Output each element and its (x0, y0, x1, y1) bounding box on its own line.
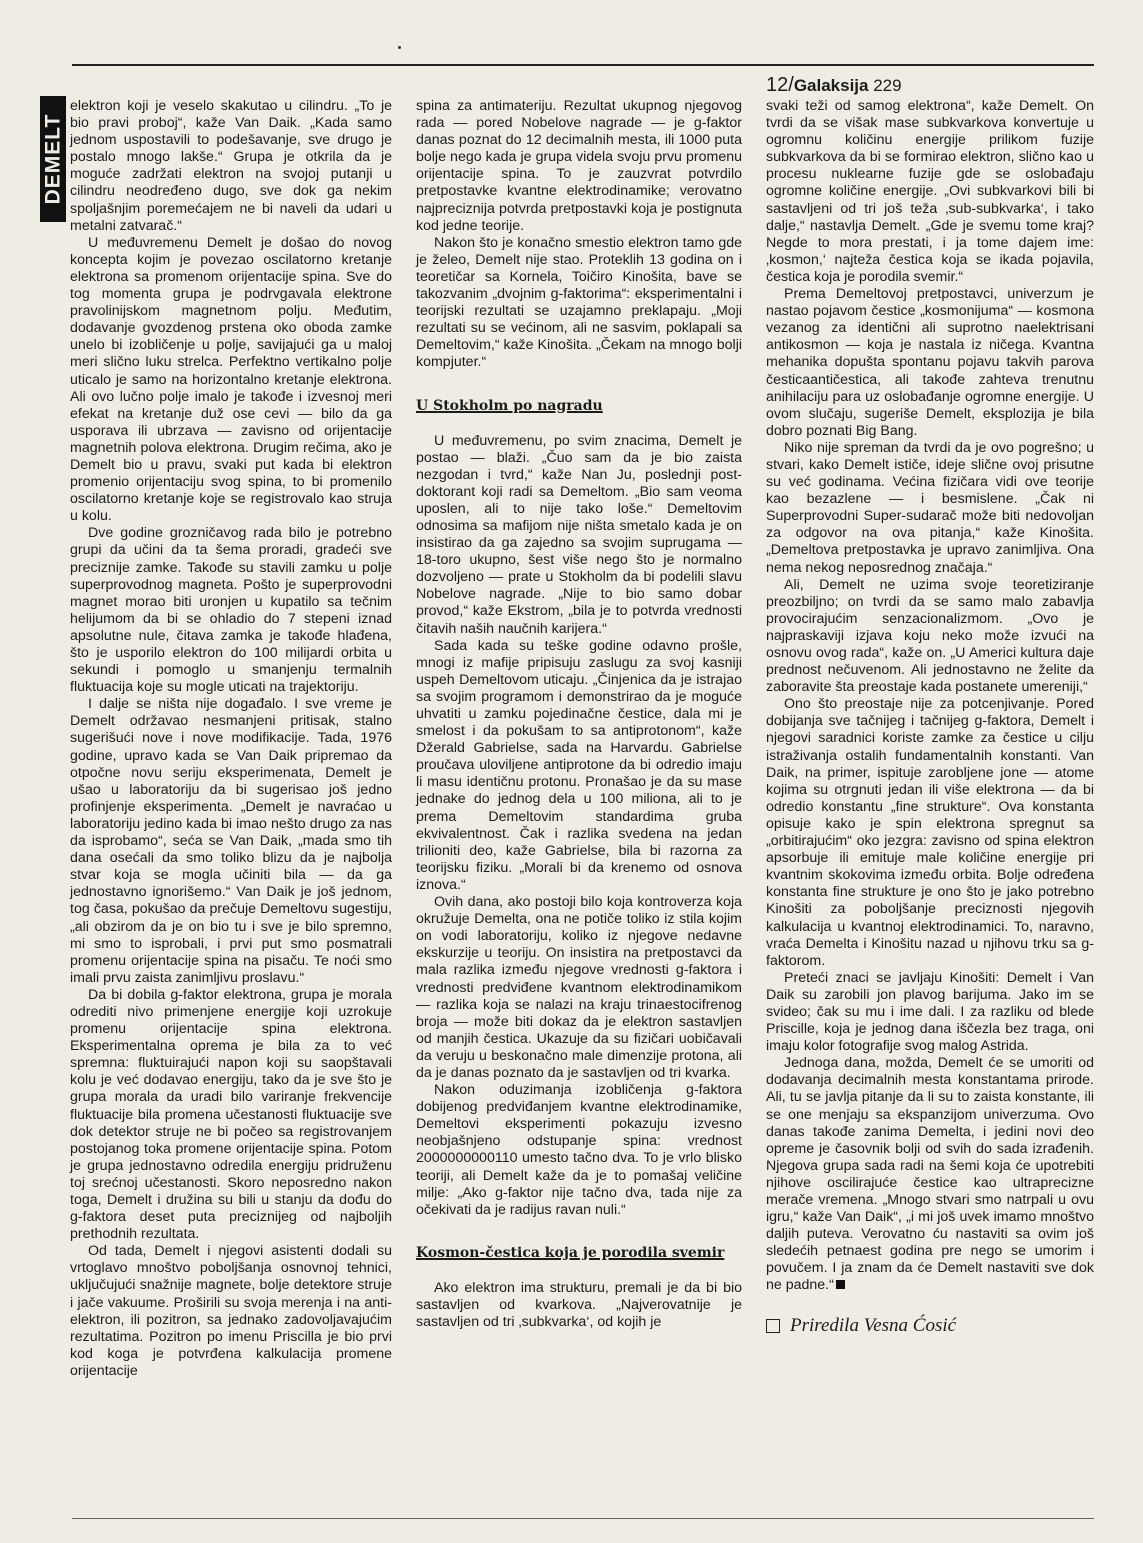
paragraph: Ako elektron ima strukturu, premali je da bi bio sastavljen od kvarkova. „Najverovatnije je sastavljen od tri ‚subkvarka‘, od kojih je (416, 1279, 742, 1330)
paragraph-text: Jednoga dana, možda, Demelt će se umoriti od dodavanja decimalnih mesta konstantama prirode. Ali, tu se javlja pitanje da li su to zaista konstante, ili se one menjaju sa ekspanzijom univerzuma. Ovo danas takođe zanima Demelta, i jedini novi deo opreme je časovnik bolji od svih do sada izrađenih. Njegova grupa sada radi na šemi koja će upotrebiti njihove oscilirajuće čestice kao ultraprecizne merače vremena. „Mnogo stvari smo natrpali u ovu igru,“ kaže Van Daik“, „i mi još uvek imamo mnoštvo daljih puteva. Verovatno ću nastaviti sa ovim još sledećih petnaest godina pre nego se umorim i povučem. I ja znam da će Demelt nastaviti sve dok ne padne.“ (766, 1055, 1094, 1294)
end-of-article-mark (836, 1280, 845, 1289)
paragraph-last (766, 1055, 1094, 1294)
section-heading: U Stokholm po nagradu (416, 397, 603, 414)
paragraph: U međuvremenu, po svim znacima, Demelt je postao — blaži. „Čuo sam da je bio zaista nezgodan i tvrd,“ kaže Nan Ju, poslednji post-doktorant koji radi sa Demeltom. „Bio sam veoma uposlen, ali to nije tako loše.“ Demeltovim odnosima sa mafijom nije ništa smetalo kada je on insistirao da ga zajedno sa svojim suprugama — 18-toro ukupno, šest više nego što je normalno dozvoljeno — prate u Stokholm da bi podelili slavu Nobelove nagrade. „Nije to bio samo dobar provod,“ kaže Ekstrom, „bila je to potvrda vrednosti čitavih naših naučnih karijera.“ (416, 432, 742, 637)
paragraph: Da bi dobila g-faktor elektrona, grupa je morala odrediti nivo primenjene energije koji uzrokuje promenu orijentacije spina elektrona. Eksperimentalna oprema je bila za to već spremna: fluktuirajući napon koji su saopštavali kolu je već dodavao energiju, tako da je sve što je grupa morala da uradi bilo variranje frekvencije fluktuacije bila promena učestanosti fluktuacije sve dok detektor struje ne bi počeo sa registrovanjem postojanog toka promene orijentacije spina. Potom je grupa jednostavno odredila energiju pridruženu toj srećnoj učestanosti. Skoro neposredno nakon toga, Demelt i družina su bili u stanju da dođu do g-faktora deset puta preciznijeg od najboljih prethodnih rezultata. (70, 986, 392, 1243)
page-header (766, 74, 1096, 97)
paragraph: Ali, Demelt ne uzima svoje teoretiziranje preozbiljno; on tvrdi da se samo malo zabavlja provocirajućim senzacionalizmom. „Ovo je najpraskaviji izjava koju neko može izvući na osnovu ovog rada“, kaže on. „U Americi kultura daje prednost nečuvenom. Ali jednostavno ne želite da zaboravite šta preostaje kada postanete umereniji,“ (766, 576, 1094, 696)
column-2 (416, 98, 742, 1331)
top-rule (72, 64, 1094, 66)
paragraph: Nakon oduzimanja izobličenja g-faktora dobijenog predviđanjem kvantne elektrodinamike, Demeltovi eksperimenti pokazuju izvesno neobjašnjeno odstupanje spina: vrednost 2000000000110 umesto tačno dva. To je vrlo blisko teoriji, ali Demelt kaže da je to pomašaj veličine milje: „Ako g-faktor nije tačno dva, tada nije za očekivati da je radijus ravan nuli.“ (416, 1082, 742, 1218)
paragraph: U međuvremenu Demelt je došao do novog koncepta kojim je povezao oscilatorno kretanje elektrona sa promenom orijentacije spina. Sve do tog momenta grupa je podrvgavala elektrone pravolinijskom magnetnom polju. Međutim, dodavanje gvozdenog prstena oko oboda zamke unelo bi izobličenje u polje, savijajući ga u maloj meri slično luku strelca. Perfektno vertikalno polje uticalo je samo na horizontalno kretanje elektrona. Ali ovo lučno polje imalo je takođe i izvesnoj meri efekat na kretanje duž ose cevi — bilo da ga usporava ili ubrzava — zavisno od orijentacije magnetnih polova elektrona. Drugim rečima, ako je Demelt bio u pravu, svaki put kada bi elektron promenio orijentaciju svog spina, to bi promenilo oscilatorno kretanje koje se registrovalo kao struja u kolu. (70, 234, 392, 525)
column-3 (766, 98, 1094, 1334)
sidebar-label-text: DEMELT (41, 113, 64, 205)
paragraph: Ono što preostaje nije za potcenjivanje. Pored dobijanja sve tačnijeg i tačnijeg g-faktora, Demelt i njegovi saradnici koriste zamke za čestice u cilju istraživanja ostalih fundamentalnih konstanti. Van Daik, na primer, ispituje zarobljene jone — atome kojima su otrgnuti jedan ili više elektrona — da bi odredio konstantu „fine strukture“. Ova konstanta opisuje kako je spin elektrona spregnut sa „orbitirajućim“ oko jezgra: zavisno od spina elektron apsorbuje ili emituje male količine energije pri kvantnim skokovima između orbita. Bolje određena konstanta fine strukture je ono što je jako potrebno Kinošiti za poboljšanje preciznosti njegovih kalkulacija u kvantnoj elektrodinamici. To, naravno, vraća Demelta i Kinošitu nazad u njihovu trku sa g-faktorom. (766, 696, 1094, 969)
ink-dot (398, 46, 401, 49)
paragraph: Prema Demeltovoj pretpostavci, univerzum je nastao pojavom čestice „kosmonijuma“ — kosmona vezanog za identični ali suprotno naelektrisani antikosmon — koja je nastala iz ničega. Kvantna mehanika dopušta spontanu pojavu takvih parova česticaantičestica, ali takođe zahteva trenutnu anihilaciju para uz oslobađanje ogromne energije. U ovom slučaju, sugeriše Demelt, eksplozija je bila dobro poznati Big Bang. (766, 286, 1094, 439)
author-credit (766, 1314, 1094, 1336)
paragraph: Preteći znaci se javljaju Kinošiti: Demelt i Van Daik su zarobili jon plavog barijuma. Jako im se svideo; čak su mu i ime dali. I za razliku od blede Priscille, koja je jednog dana iščezla bez traga, oni imaju kolor fotografije svog malog Astrida. (766, 969, 1094, 1055)
column-1 (70, 98, 392, 1380)
paragraph: Od tada, Demelt i njegovi asistenti dodali su vrtoglavo mnoštvo poboljšanja osnovnoj tehnici, uključujući snažnije magnete, bolje detektore struje i jače vakuume. Proširili su svoja merenja i na anti-elektron, ili pozitron, sa jednako zadovoljavajućim rezultatima. Pozitron po imenu Priscilla je bio prvi kod koga je potvrđena kalkulacija promene orijentacije (70, 1243, 392, 1379)
checkbox-square-icon (766, 1319, 780, 1333)
paragraph: Dve godine grozničavog rada bilo je potrebno grupi da učini da ta šema proradi, gradeći sve preciznije zamke. Takođe su stavili zamku u polje superprovodnog magneta. Pošto je superprovodni magnet morao biti uronjen u kupatilo sa tečnim helijumom da bi se ohladio do 7 stepeni iznad apsolutne nule, čitava zamka je takođe hlađena, što je usporilo elektron do 100 milijardi orbita u sekundi i pomoglo u smanjenju termalnih fluktuacija koje su mogle uticati na trajektoriju. (70, 525, 392, 696)
paragraph: elektron koji je veselo skakutao u cilindru. „To je bio pravi proboj“, kaže Van Daik. „Kada samo jednom uspostavili to podešavanje, sve drugo je postalo mnogo lakše.“ Grupa je otkrila da je moguće zadržati elektron na svojoj putanji u cilindru neodređeno dugo, sve dok ga nekim spoljašnjim poremećajem ne bi naveli da udari u metalni zatvarač.“ (70, 98, 392, 234)
section-heading: Kosmon-čestica koja je porodila svemir (416, 1244, 725, 1261)
magazine-name: Galaksija (793, 76, 869, 95)
paragraph: Sada kada su teške godine odavno prošle, mnogi iz mafije pripisuju zaslugu za svoj kasniji uspeh Demeltovom uticaju. „Činjenica da je istrajao sa svojim programom i demonstrirao da je moguće uhvatiti u zamku pojedinačne čestice, dala mi je smelost i da pokušam to sa antiprotonom“, kaže Džerald Gabrielse, sada na Harvardu. Gabrielse proučava uloviljene antiprotone da bi odredio imaju li masu identičnu protonu. Pronašao je da su mase jednake do jednog dela u 100 miliona, ali to je prema Demeltovim standardima gruba ekvivalentnost. Čak i razlika svedena na jedan trilioniti deo, kaže Gabrielse, bila bi razorna za teorijsku fiziku. „Morali bi da krenemo od osnova iznova.“ (416, 637, 742, 893)
paragraph: I dalje se ništa nije događalo. I sve vreme je Demelt održavao nesmanjeni pritisak, stalno sugerišući nove i nove modifikacije. Tada, 1976 godine, upravo kada se Van Daik pripremao da otpočne novu seriju eksperimenata, Demelt je ušao u laboratoriju da bi sugerisao još jedno profinjenje eksperimenta. „Demelt je navraćao u laboratoriju jedino kada bi imao nešto drugo za nas da isprobamo“, seća se Van Daik, „mada smo tih dana osećali da smo toliko blizu da je najbolja stvar koja se mogla učiniti bila — da ga jednostavno ignorišemo.“ Van Daik je još jednom, tog časa, pokušao da prečuje Demeltovu sugestiju, „ali obzirom da je on bio tu i sve je bilo spremno, mi smo to isprobali, i prvi put smo posmatrali promenu orijentacije spina na pisaču. Te noći smo imali prvu zaista zanimljivu proslavu.“ (70, 696, 392, 986)
page-prefix: 12/ (766, 74, 794, 96)
paragraph: svaki teži od samog elektrona“, kaže Demelt. On tvrdi da se višak mase subkvarkova konvertuje u ogromnu količinu energije prilikom fuzije subkvarkova da bi se formirao elektron, slično kao u procesu nuklearne fuzije gde se oslobađaju ogromne količine energije. „Ovi subkvarkovi bili bi sastavljeni od tri još teža ‚sub-subkvarka‘, i tako dalje,“ nastavlja Demelt. „Gde je svemu tome kraj? Negde to mora prestati, i ja tome dajem ime: ‚kosmon,‘ najteža čestica koja se ikada pojavila, čestica koja je porodila svemir.“ (766, 98, 1094, 285)
paragraph: Nakon što je konačno smestio elektron tamo gde je želeo, Demelt nije stao. Proteklih 13 godina on i teoretičar sa Kornela, Toičiro Kinošita, bave se takozvanim „dvojnim g-faktorima“: eksperimentalni i teorijski rezultati se uzajamno preklapaju. „Moji rezultati su se većinom, ali ne sasvim, poklapali sa Demeltovim,“ kaže Kinošita. „Čekam na mnogo bolji kompjuter.“ (416, 234, 742, 371)
paragraph: Niko nije spreman da tvrdi da je ovo pogrešno; u stvari, kako Demelt ističe, ideje slične ovoj prisutne su već godinama. Većina fizičara vidi ove teorije kao bezazlene — i besmislene. „Čak ni Superprovodni Super-sudarač može biti nedovoljan za odgovor na ova pitanja,“ kaže Kinošita. „Demeltova pretpostavka je upravo zanimljiva. Ona nema nekog neposrednog značaja.“ (766, 439, 1094, 576)
paragraph: Ovih dana, ako postoji bilo koja kontroverza koja okružuje Demelta, ona ne potiče toliko iz stila kojim on vodi laboratoriju, koliko iz njegove nedavne ekskurzije u teoriju. On insistira na pretpostavci da mala razlika između njegove vrednosti g-faktora i vrednosti predviđene kvantnom elektrodinamikom — razlika koja se nalazi na kraju trinaestocifrenog broja — može biti dokaz da je elektron sastavljen od manjih čestica. Ukazuje da su fizičari uobičavali da veruju u beskonačno male dimenzije protona, ali da je danas poznato da je sastavljen od tri kvarka. (416, 894, 742, 1081)
page-number: 229 (873, 76, 902, 95)
sidebar-label (40, 96, 66, 222)
credit-text: Priredila Vesna Ćosić (790, 1314, 957, 1336)
paragraph: spina za antimateriju. Rezultat ukupnog njegovog rada — pored Nobelove nagrade — je g-faktor danas poznat do 12 decimalnih mesta, ili 1000 puta bolje nego kada je grupa videla svoju prvu promenu orijentacije spina. To je zauzvrat potvrdilo pretpostavke kvantne elektrodinamike; verovatno najpreciznija potvrda pretpostavki koja je postignuta kod jedne teorije. (416, 98, 742, 234)
bottom-rule (72, 1518, 1094, 1519)
